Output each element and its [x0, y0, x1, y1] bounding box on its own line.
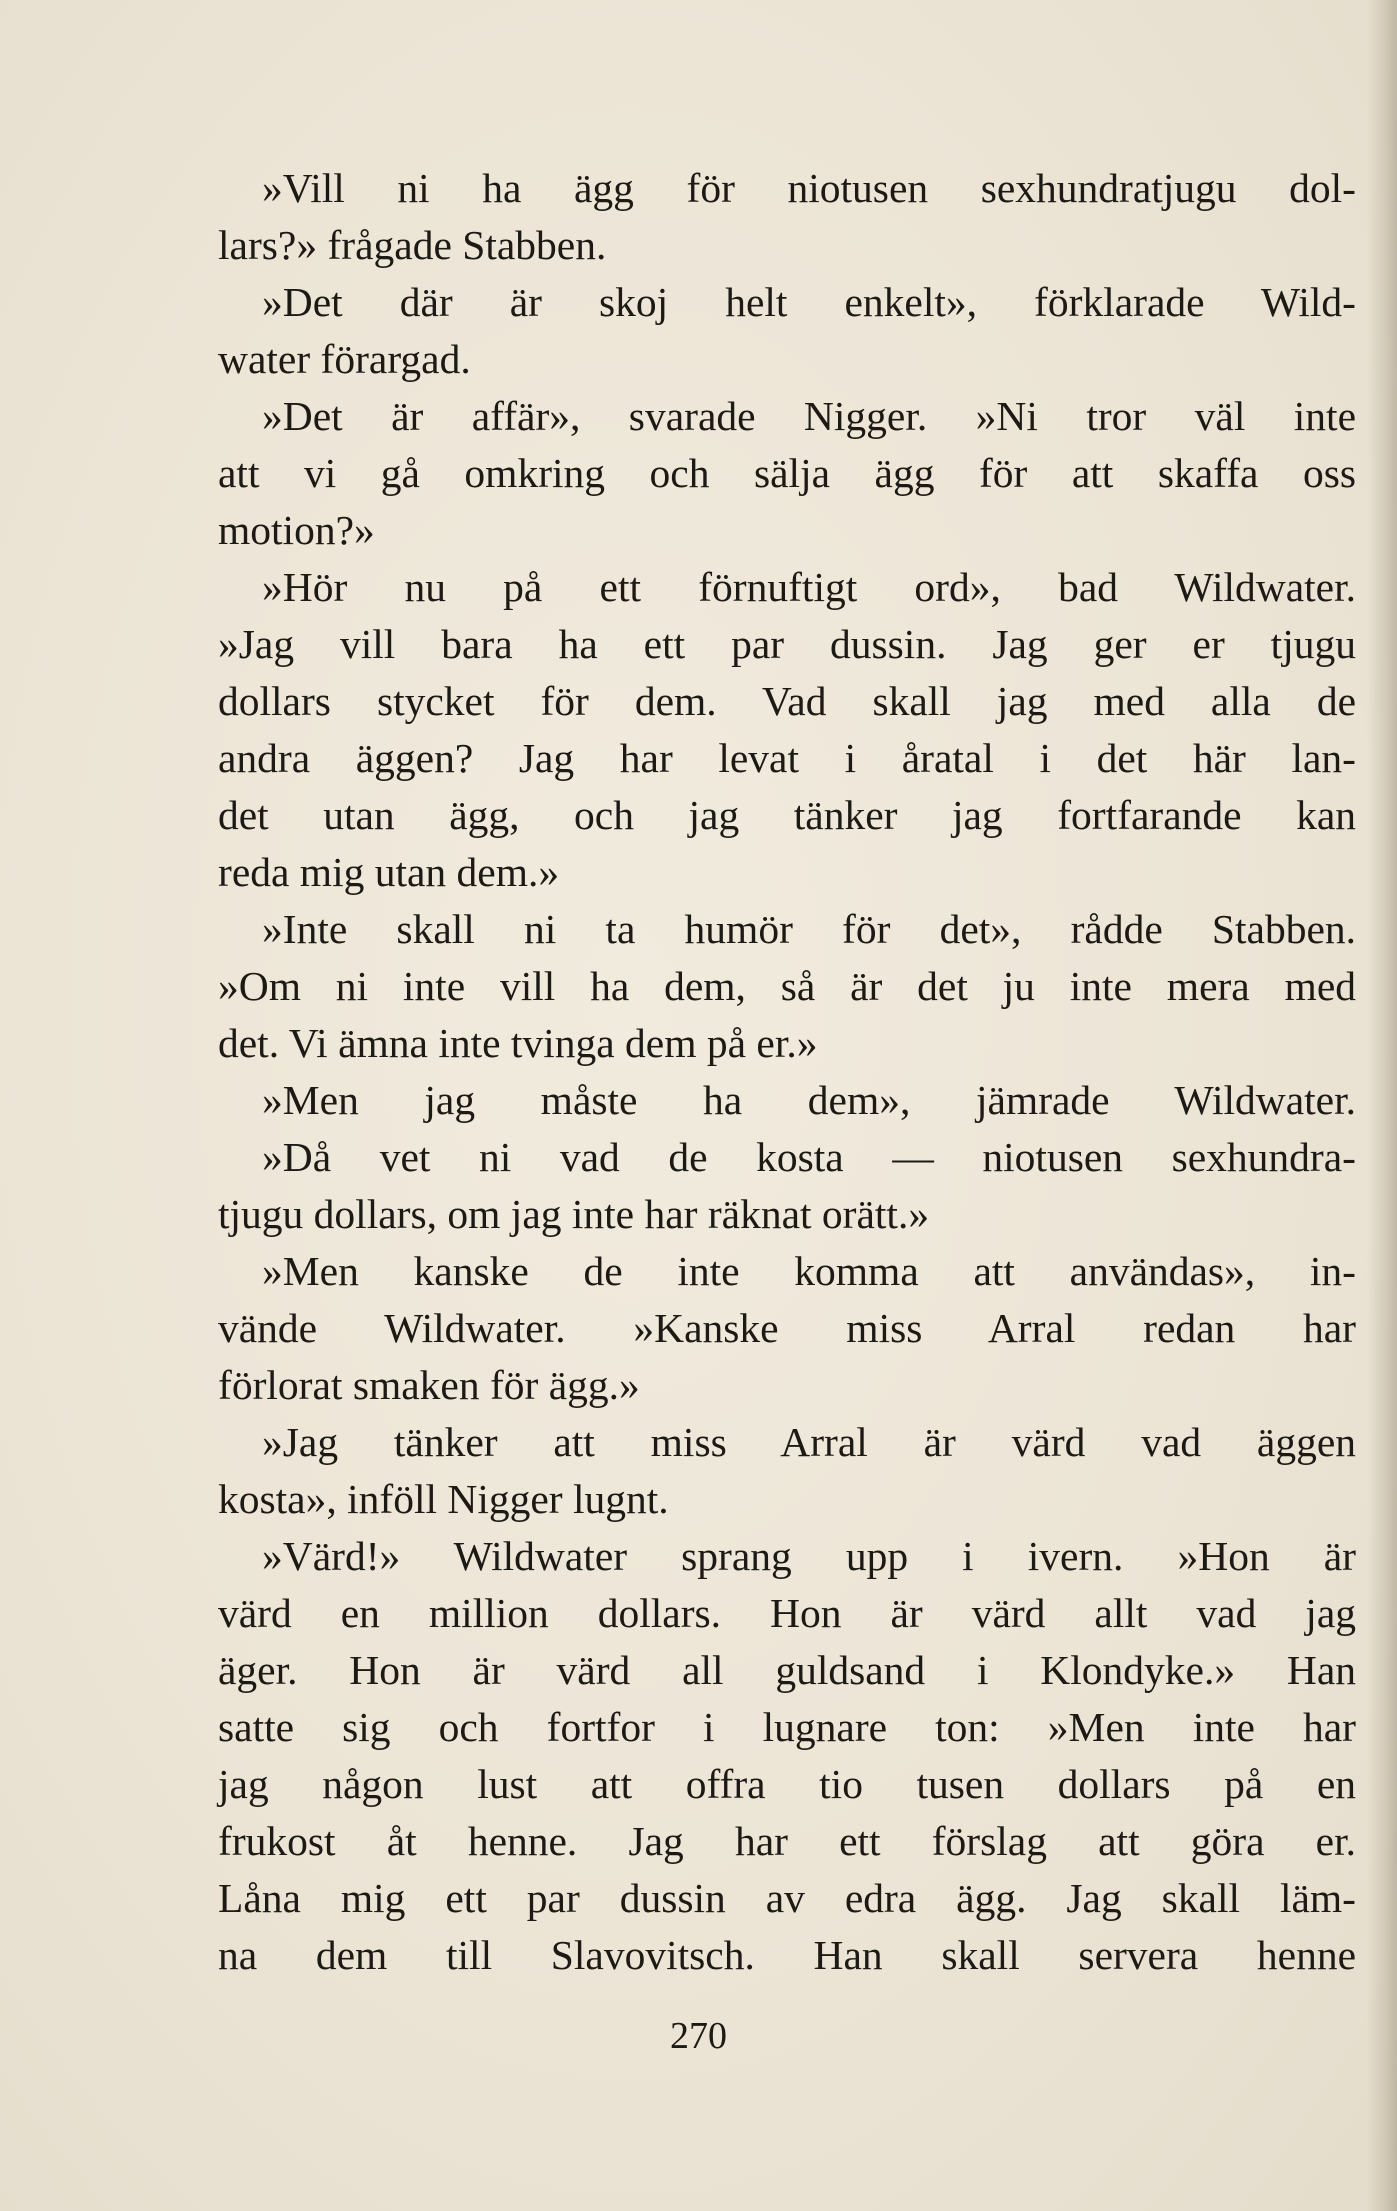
- text-line: »Det är affär», svarade Nigger. »Ni tror väl inte: [262, 393, 1356, 439]
- text-line: värd en million dollars. Hon är värd allt vad jag: [218, 1590, 1356, 1636]
- text-line: »Vill ni ha ägg för niotusen sexhundratjugu dol-: [262, 165, 1356, 211]
- text-line: »Värd!» Wildwater sprang upp i ivern. »Hon är: [262, 1533, 1356, 1579]
- text-line: »Hör nu på ett förnuftigt ord», bad Wildwater.: [262, 564, 1356, 610]
- page-gutter-shadow: [1367, 0, 1397, 2211]
- text-line: att vi gå omkring och sälja ägg för att skaffa oss: [218, 450, 1356, 496]
- text-line: andra äggen? Jag har levat i åratal i det här lan-: [218, 735, 1356, 781]
- text-line: »Det där är skoj helt enkelt», förklarade Wild-: [262, 279, 1356, 325]
- text-line: Låna mig ett par dussin av edra ägg. Jag skall läm-: [218, 1875, 1356, 1921]
- body-text: [218, 160, 1356, 1984]
- text-line: tjugu dollars, om jag inte har räknat orätt.»: [218, 1191, 930, 1237]
- text-line: »Men kanske de inte komma att användas», in-: [262, 1248, 1356, 1294]
- text-line: »Inte skall ni ta humör för det», rådde Stabben.: [262, 906, 1356, 952]
- text-line: dollars stycket för dem. Vad skall jag med alla de: [218, 678, 1356, 724]
- text-line: jag någon lust att offra tio tusen dollars på en: [218, 1761, 1356, 1807]
- text-line: frukost åt henne. Jag har ett förslag att göra er.: [218, 1818, 1356, 1864]
- text-line: na dem till Slavovitsch. Han skall servera henne: [218, 1932, 1356, 1978]
- text-line: reda mig utan dem.»: [218, 849, 560, 895]
- text-line: »Jag vill bara ha ett par dussin. Jag ger er tjugu: [218, 621, 1356, 667]
- text-line: det utan ägg, och jag tänker jag fortfarande kan: [218, 792, 1356, 838]
- text-line: »Om ni inte vill ha dem, så är det ju inte mera med: [218, 963, 1356, 1009]
- text-line: äger. Hon är värd all guldsand i Klondyke.» Han: [218, 1647, 1356, 1693]
- text-line: satte sig och fortfor i lugnare ton: »Men inte har: [218, 1704, 1356, 1750]
- page-number: 270: [670, 2015, 727, 2057]
- text-line: »Men jag måste ha dem», jämrade Wildwater.: [262, 1077, 1356, 1123]
- text-line: förlorat smaken för ägg.»: [218, 1362, 640, 1408]
- text-line: »Jag tänker att miss Arral är värd vad äggen: [262, 1419, 1356, 1465]
- text-line: lars?» frågade Stabben.: [218, 222, 607, 268]
- text-line: »Då vet ni vad de kosta — niotusen sexhundra-: [262, 1134, 1356, 1180]
- text-line: motion?»: [218, 507, 375, 553]
- text-line: det. Vi ämna inte tvinga dem på er.»: [218, 1020, 818, 1066]
- text-line: water förargad.: [218, 336, 471, 382]
- text-line: vände Wildwater. »Kanske miss Arral redan har: [218, 1305, 1356, 1351]
- text-line: kosta», inföll Nigger lugnt.: [218, 1476, 669, 1522]
